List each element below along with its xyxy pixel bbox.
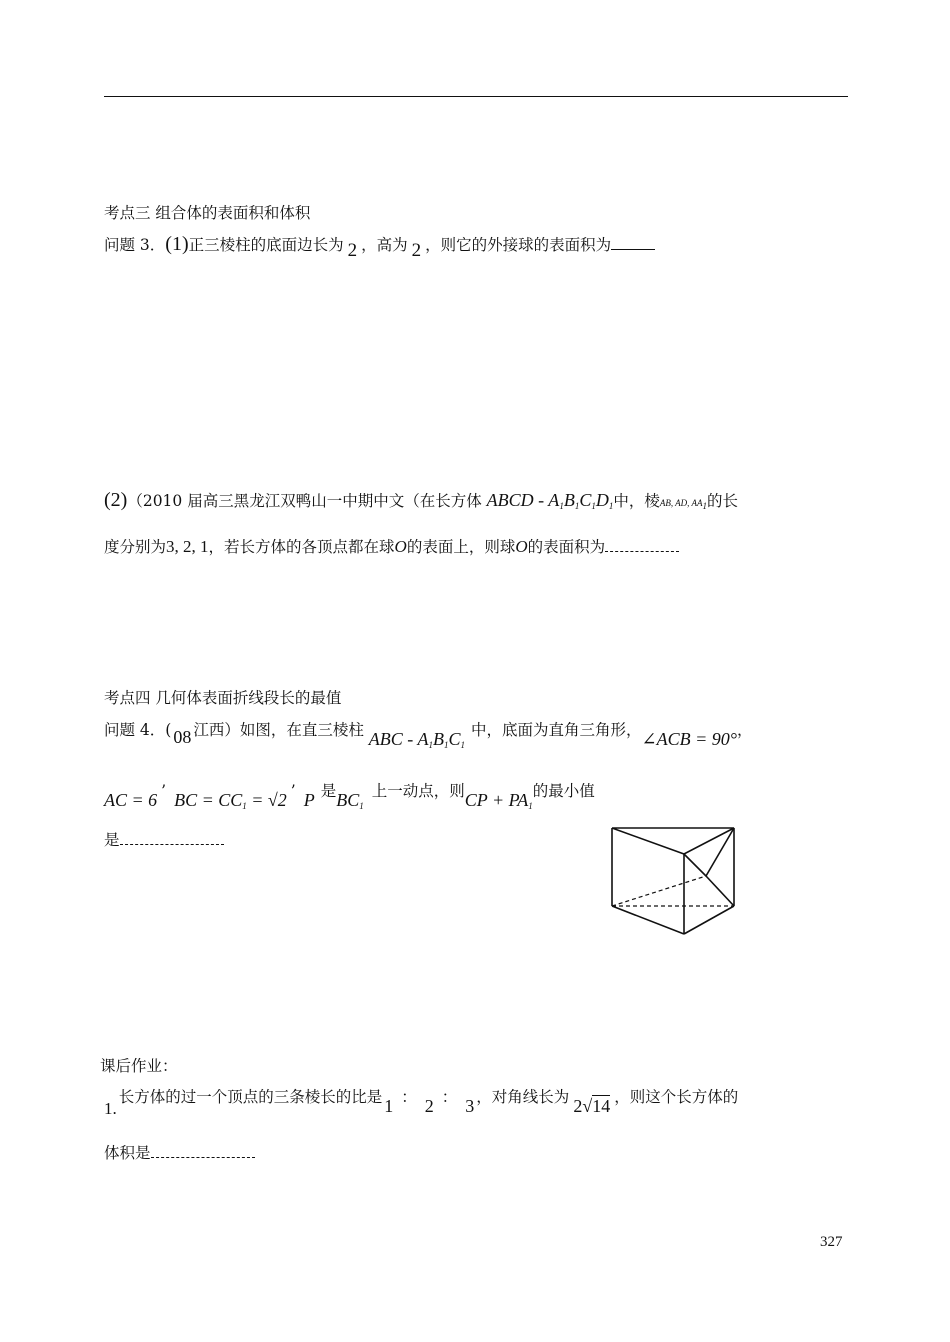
question4-line1 [104,719,753,750]
q3-text-a: 正三棱柱的底面边长为 [188,236,344,254]
segment-a-p-hidden [612,876,706,906]
question4-line2: AC = 6 ’ BC = $CC_1 = √2$ ’ P 是$BC_1$上一动点，则CP + $PA_1$的最小值 [104,782,595,811]
prism-bottom-right [684,906,734,934]
q3-text-c: ，则它的外接球的表面积为 [425,236,612,254]
question4-line3 [104,830,224,850]
ratio-3: 3 [465,1096,475,1116]
prism-figure [606,824,742,936]
section3-heading: 考点三 组合体的表面积和体积 [104,204,311,222]
hw-text-a: 长方体的过一个顶点的三条棱长的比是 [118,1088,383,1106]
ratio-colon-1: ： [401,1088,417,1106]
sphere-o-2: O [515,537,528,556]
q3p2-text-b: 中，棱 [613,492,660,510]
ac-length: AC = 6 [104,790,158,810]
answer-blank[interactable] [611,248,655,250]
part2-marker: (2) [104,489,128,511]
page-number: 327 [820,1234,843,1250]
expression-cp-pa1: CP + $PA_1$ [464,790,533,811]
prism-top-face [612,828,734,854]
prism-name: ABC - $A_1B_1C_1$ [368,729,465,750]
diagonal-length: 2√14 [573,1096,611,1116]
header-rule [104,96,848,97]
q3p2-text-a: （2010 届高三黑龙江双鸭山一中期中文（在长方体 [127,492,482,510]
edge-lengths: 3, 2, 1 [166,537,209,556]
ratio-2: 2 [424,1096,434,1116]
section4-heading: 考点四 几何体表面折线段长的最值 [104,689,342,707]
ratio-1: 1 [384,1096,394,1116]
q4-text-c: 上一动点，则 [371,782,465,800]
segment-p-b [706,876,734,906]
bc-length: BC = $CC_1 = √2$ [174,790,287,811]
point-p: P [303,790,315,810]
angle-acb: ∠ACB = 90° [641,729,737,749]
q3-value-b: 2 [411,240,422,261]
answer-blank[interactable] [151,1156,255,1158]
item-number: 1. [104,1099,117,1118]
hw-text-b: ，对角线长为 [476,1088,570,1106]
q3p2-text-c: 的长 [707,492,739,510]
answer-blank[interactable] [120,843,224,845]
cuboid-name: ABCD - $A_1B_1C_1D_1$ [486,490,614,511]
prism-bottom-left [612,906,684,934]
hw-text-d: 体积是 [104,1144,151,1162]
q3p2-line2-d: 的表面积为 [527,538,606,556]
hw-text-c: ，则这个长方体的 [614,1088,739,1106]
homework-heading: 课后作业： [100,1057,178,1075]
question4-label: 问题 4．( [104,721,172,739]
q3-text-b: ，高为 [361,236,408,254]
segment-bc1: $BC_1$ [336,790,364,811]
segment-b1-p [684,854,706,876]
q4-year: 08 [173,727,192,747]
q4-text-a: 江西）如图，在直三棱柱 [193,721,364,739]
homework-item1-line1 [104,1086,739,1118]
sphere-o-1: O [394,537,407,556]
q3-value-a: 2 [347,240,358,261]
q4-text-b: 中，底面为直角三角形， [470,721,642,739]
question3-part2-line2 [104,537,679,557]
question3-part1 [104,233,655,261]
q4-text-d: 的最小值 [532,782,595,800]
q3p2-line2-b: ，若长方体的各顶点都在球 [208,538,395,556]
q4-comma: ， [736,721,753,739]
ratio-colon-2: ： [441,1088,458,1106]
question3-label: 问题 3． [104,236,166,254]
answer-blank[interactable] [605,550,679,552]
edge-names: AB, AD, $AA_1$ [659,498,708,511]
q3p2-line2-a: 度分别为 [104,538,167,556]
q3p2-line2-c: 的表面上，则球 [406,538,516,556]
q4-shi: 是 [320,782,337,800]
part1-marker: (1) [165,233,189,255]
question3-part2-line1 [104,490,738,516]
q4-text-e: 是 [104,831,120,849]
homework-item1-line2 [104,1143,255,1163]
